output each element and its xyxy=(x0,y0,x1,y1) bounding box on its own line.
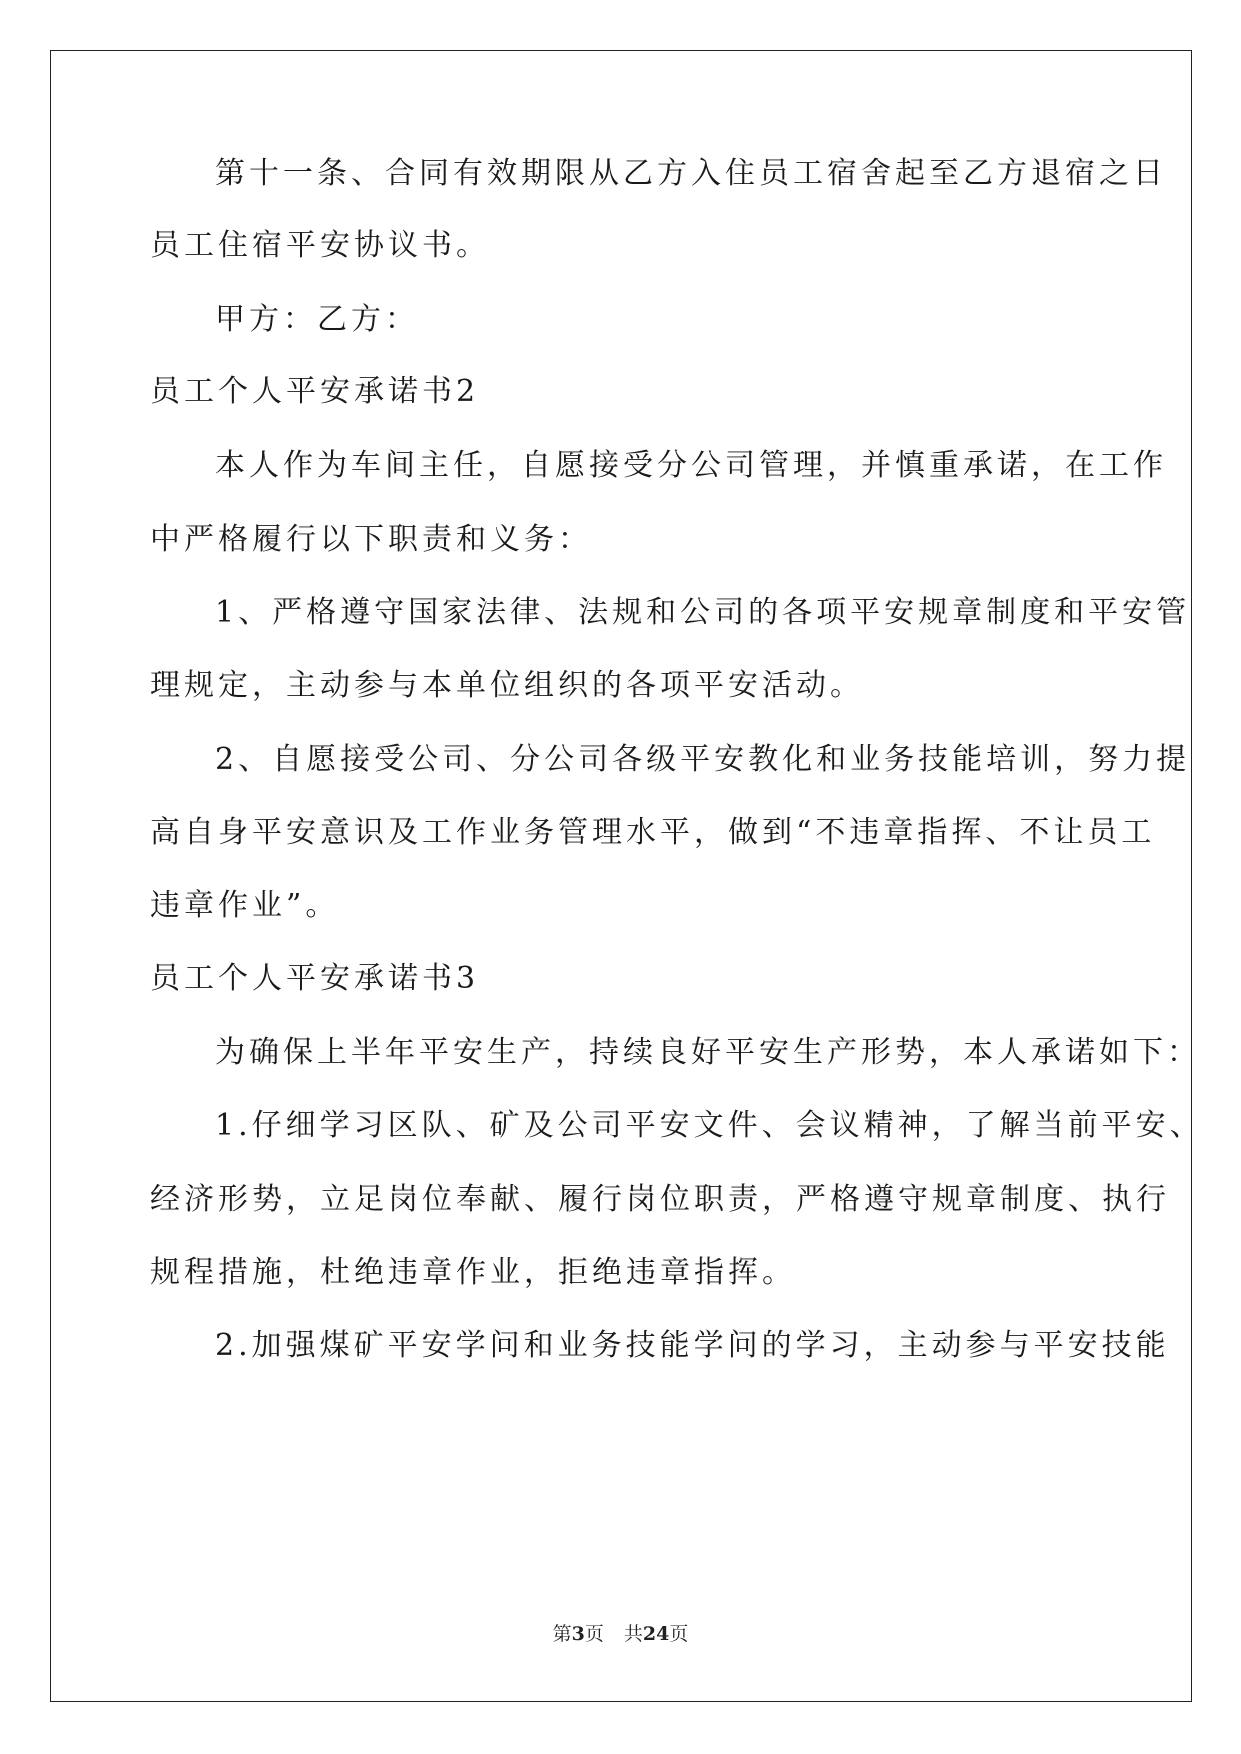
paragraph-line: 高自身平安意识及工作业务管理水平，做到“不违章指挥、不让员工 xyxy=(150,815,1156,850)
paragraph-line: 2、自愿接受公司、分公司各级平安教化和业务技能培训，努力提 xyxy=(215,742,1191,777)
page-prefix: 第 xyxy=(552,1623,572,1645)
paragraph-line: 为确保上半年平安生产，持续良好平安生产形势，本人承诺如下： xyxy=(215,1035,1201,1070)
total-suffix: 页 xyxy=(669,1623,689,1645)
paragraph-line: 1.仔细学习区队、矿及公司平安文件、会议精神，了解当前平安、 xyxy=(215,1108,1204,1143)
paragraph-line: 甲方：乙方： xyxy=(215,302,419,337)
page-footer xyxy=(0,1622,1241,1646)
paragraph-line: 1、严格遵守国家法律、法规和公司的各项平安规章制度和平安管 xyxy=(215,595,1191,630)
paragraph-line: 2.加强煤矿平安学问和业务技能学问的学习，主动参与平安技能 xyxy=(215,1328,1170,1363)
paragraph-line: 中严格履行以下职责和义务： xyxy=(150,522,592,557)
section-heading: 员工个人平安承诺书3 xyxy=(150,961,480,996)
paragraph-line: 第十一条、合同有效期限从乙方入住员工宿舍起至乙方退宿之日 xyxy=(215,156,1167,191)
paragraph-line: 理规定，主动参与本单位组织的各项平安活动。 xyxy=(150,668,864,703)
paragraph-line: 本人作为车间主任，自愿接受分公司管理，并慎重承诺，在工作 xyxy=(215,448,1167,483)
total-prefix: 共 xyxy=(623,1623,643,1645)
total-pages: 24 xyxy=(642,1623,670,1645)
paragraph-line: 员工住宿平安协议书。 xyxy=(150,228,490,263)
section-heading: 员工个人平安承诺书2 xyxy=(150,374,480,409)
page-number: 3 xyxy=(571,1623,585,1645)
paragraph-line: 违章作业”。 xyxy=(150,888,340,923)
page-border xyxy=(50,50,1192,1702)
page-suffix: 页 xyxy=(584,1623,604,1645)
paragraph-line: 经济形势，立足岗位奉献、履行岗位职责，严格遵守规章制度、执行 xyxy=(150,1182,1170,1217)
paragraph-line: 规程措施，杜绝违章作业，拒绝违章指挥。 xyxy=(150,1255,796,1290)
